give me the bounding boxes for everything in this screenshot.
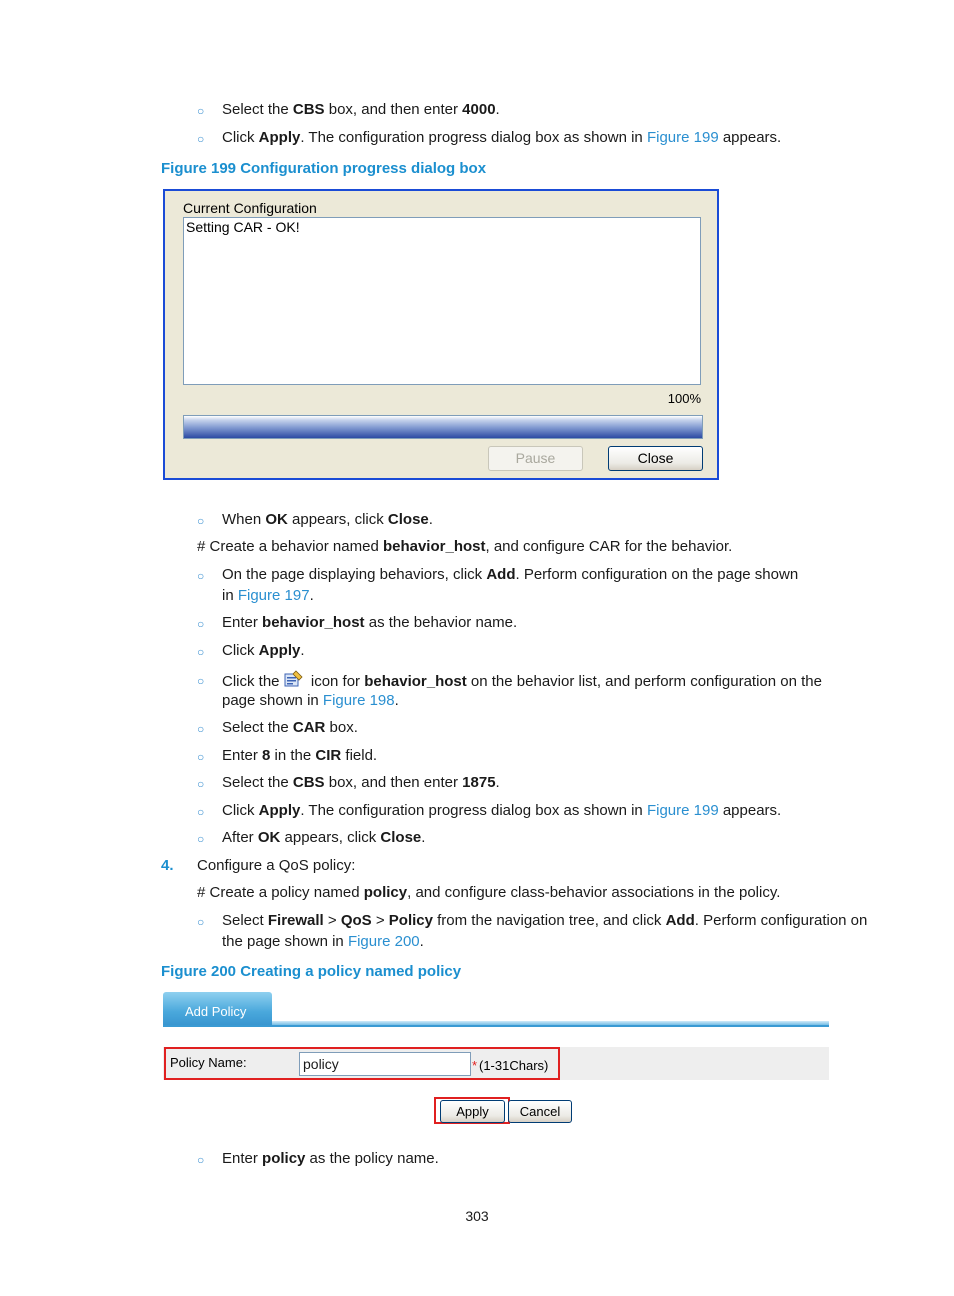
bullet-icon: ○ (197, 805, 205, 819)
policy-name-input[interactable]: policy (299, 1052, 471, 1076)
step-text: Click the icon for behavior_host on the behavior list, and perform configuration on the (222, 670, 822, 692)
bullet-icon: ○ (197, 777, 205, 791)
progress-bar (183, 415, 703, 439)
step-text: Select the CBS box, and then enter 4000. (222, 101, 500, 118)
bullet-icon: ○ (197, 750, 205, 764)
figure-link[interactable]: Figure 197 (237, 587, 310, 604)
configuration-output-text: Setting CAR - OK! (186, 219, 300, 235)
step-text: the page shown in Figure 200. (222, 933, 424, 950)
bullet-icon: ○ (197, 617, 205, 631)
bullet-icon: ○ (197, 569, 205, 583)
comment-text: # Create a policy named policy, and configure class-behavior associations in the policy. (197, 884, 781, 901)
apply-button[interactable]: Apply (440, 1100, 505, 1123)
bullet-icon: ○ (197, 645, 205, 659)
cancel-button[interactable]: Cancel (508, 1100, 572, 1123)
step-number: 4. (161, 857, 174, 874)
configuration-output-box[interactable] (183, 217, 701, 385)
configure-icon (284, 670, 304, 688)
page-number: 303 (465, 1208, 489, 1224)
step-text: On the page displaying behaviors, click Add. Perform configuration on the page shown (222, 566, 799, 583)
bullet-icon: ○ (197, 104, 205, 118)
policy-name-label: Policy Name: (170, 1055, 247, 1070)
bullet-icon: ○ (197, 722, 205, 736)
step-text: Click Apply. The configuration progress dialog box as shown in Figure 199 appears. (222, 129, 782, 146)
step-text: Select the CAR box. (222, 719, 358, 736)
bullet-icon: ○ (197, 674, 205, 688)
step-text: Select the CBS box, and then enter 1875. (222, 774, 500, 791)
tab-bar-underline (163, 1025, 829, 1027)
bullet-icon: ○ (197, 915, 205, 929)
figure-link[interactable]: Figure 199 (646, 129, 719, 146)
bullet-icon: ○ (197, 514, 205, 528)
figure-link[interactable]: Figure 198 (322, 692, 395, 709)
step-text: When OK appears, click Close. (222, 511, 433, 528)
policy-name-hint: (1-31Chars) (479, 1058, 549, 1073)
config-progress-dialog (163, 189, 719, 480)
current-configuration-label: Current Configuration (183, 200, 317, 216)
step-text: page shown in Figure 198. (222, 692, 399, 709)
figure-link[interactable]: Figure 199 (646, 802, 719, 819)
step-text: Enter policy as the policy name. (222, 1150, 439, 1167)
close-button[interactable]: Close (608, 446, 703, 471)
step-text: Click Apply. (222, 642, 305, 659)
progress-percent: 100% (667, 391, 701, 406)
step-text: Select Firewall > QoS > Policy from the navigation tree, and click Add. Perform configuration on (222, 912, 868, 929)
step-text: After OK appears, click Close. (222, 829, 426, 846)
step-text: Enter 8 in the CIR field. (222, 747, 378, 764)
figure-link[interactable]: Figure 200 (347, 933, 420, 950)
bullet-icon: ○ (197, 132, 205, 146)
required-star: * (472, 1058, 478, 1073)
bullet-icon: ○ (197, 1153, 205, 1167)
figure-caption: Figure 200 Creating a policy named policy (161, 963, 462, 980)
step-text: Click Apply. The configuration progress dialog box as shown in Figure 199 appears. (222, 802, 782, 819)
step-text: Enter behavior_host as the behavior name. (222, 614, 518, 631)
pause-button[interactable]: Pause (488, 446, 583, 471)
tab-add-policy[interactable]: Add Policy (163, 992, 272, 1025)
figure-caption: Figure 199 Configuration progress dialog box (161, 160, 487, 177)
step-text: in Figure 197. (222, 587, 314, 604)
bullet-icon: ○ (197, 832, 205, 846)
step-text: Configure a QoS policy: (197, 857, 356, 874)
comment-text: # Create a behavior named behavior_host, and configure CAR for the behavior. (197, 538, 733, 555)
